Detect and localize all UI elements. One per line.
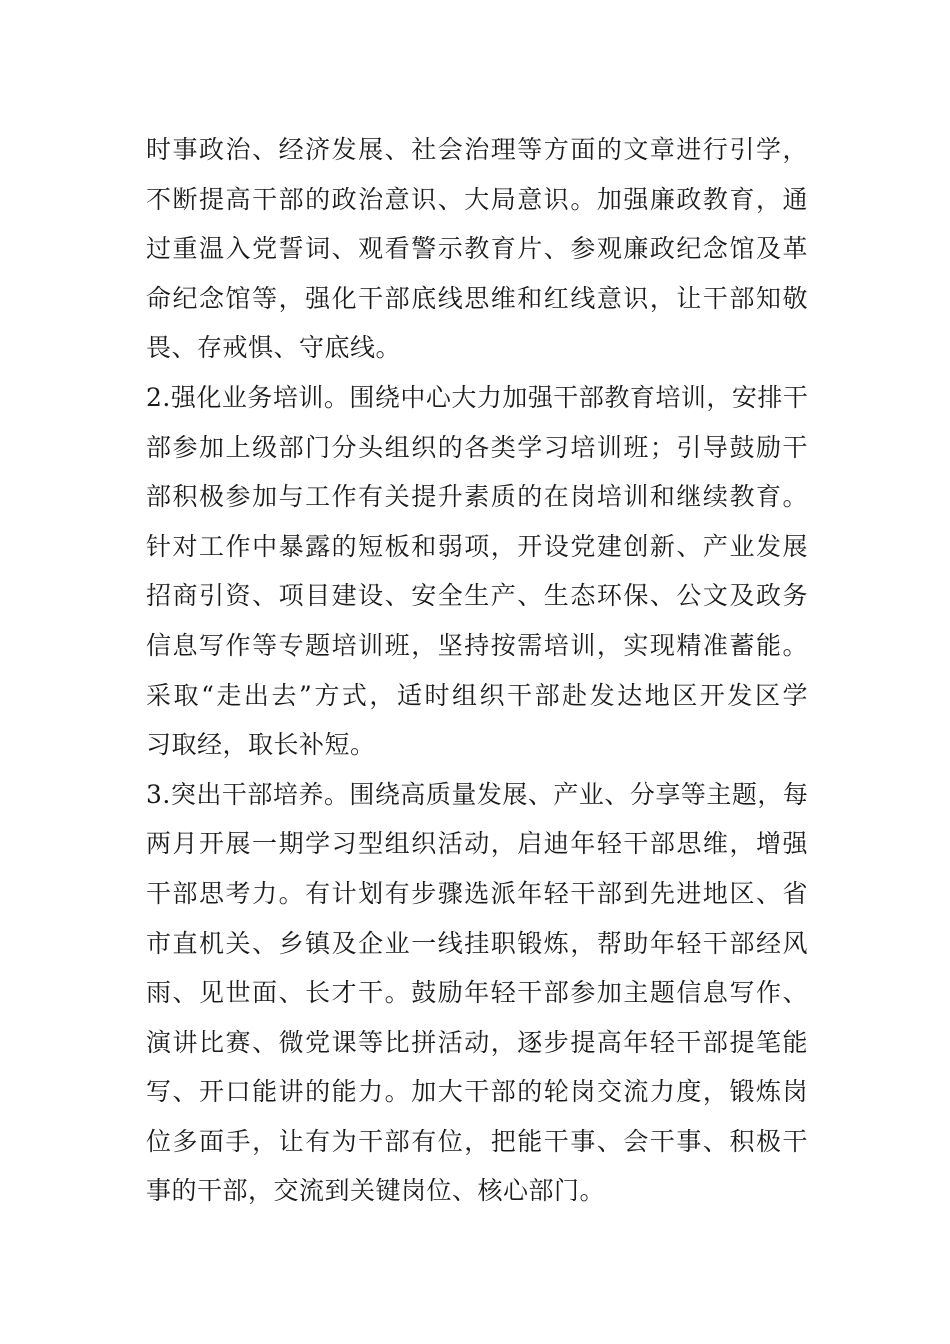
text-line: 信息写作等专题培训班，坚持按需培训，实现精准蓄能。: [146, 630, 808, 660]
text-line: 写、开口能讲的能力。加大干部的轮岗交流力度，锻炼岗: [146, 1077, 808, 1107]
text-line: 过重温入党誓词、观看警示教育片、参观廉政纪念馆及革: [146, 234, 808, 264]
text-line: 采取“走出去”方式，适时组织干部赴发达地区开发区学: [146, 680, 808, 710]
text-line: 部积极参加与工作有关提升素质的在岗培训和继续教育。: [146, 482, 808, 512]
text-line: 畏、存戒惧、守底线。: [146, 333, 402, 363]
text-line: 事的干部，交流到关键岗位、核心部门。: [146, 1176, 606, 1206]
text-line: 命纪念馆等，强化干部底线思维和红线意识，让干部知敬: [146, 283, 808, 313]
text-line: 针对工作中暴露的短板和弱项，开设党建创新、产业发展: [146, 531, 808, 561]
text-line: 位多面手，让有为干部有位，把能干事、会干事、积极干: [146, 1126, 808, 1156]
text-line: 时事政治、经济发展、社会治理等方面的文章进行引学，: [146, 135, 808, 164]
text-line: 演讲比赛、微党课等比拼活动，逐步提高年轻干部提笔能: [146, 1027, 808, 1057]
text-line: 3.突出干部培养。围绕高质量发展、产业、分享等主题，每: [146, 779, 809, 809]
text-line: 不断提高干部的政治意识、大局意识。加强廉政教育，通: [146, 184, 808, 214]
document-body: [146, 125, 808, 1216]
text-line: 两月开展一期学习型组织活动，启迪年轻干部思维，增强: [146, 829, 808, 859]
text-line: 雨、见世面、长才干。鼓励年轻干部参加主题信息写作、: [146, 978, 808, 1008]
paragraph-lines: [146, 125, 808, 1216]
text-line: 干部思考力。有计划有步骤选派年轻干部到先进地区、省: [146, 878, 808, 908]
text-line: 2.强化业务培训。围绕中心大力加强干部教育培训，安排干: [146, 382, 809, 412]
text-line: 市直机关、乡镇及企业一线挂职锻炼，帮助年轻干部经风: [146, 928, 808, 958]
text-line: 部参加上级部门分头组织的各类学习培训班；引导鼓励干: [146, 432, 808, 462]
text-line: 招商引资、项目建设、安全生产、生态环保、公文及政务: [146, 581, 808, 611]
text-line: 习取经，取长补短。: [146, 730, 376, 760]
